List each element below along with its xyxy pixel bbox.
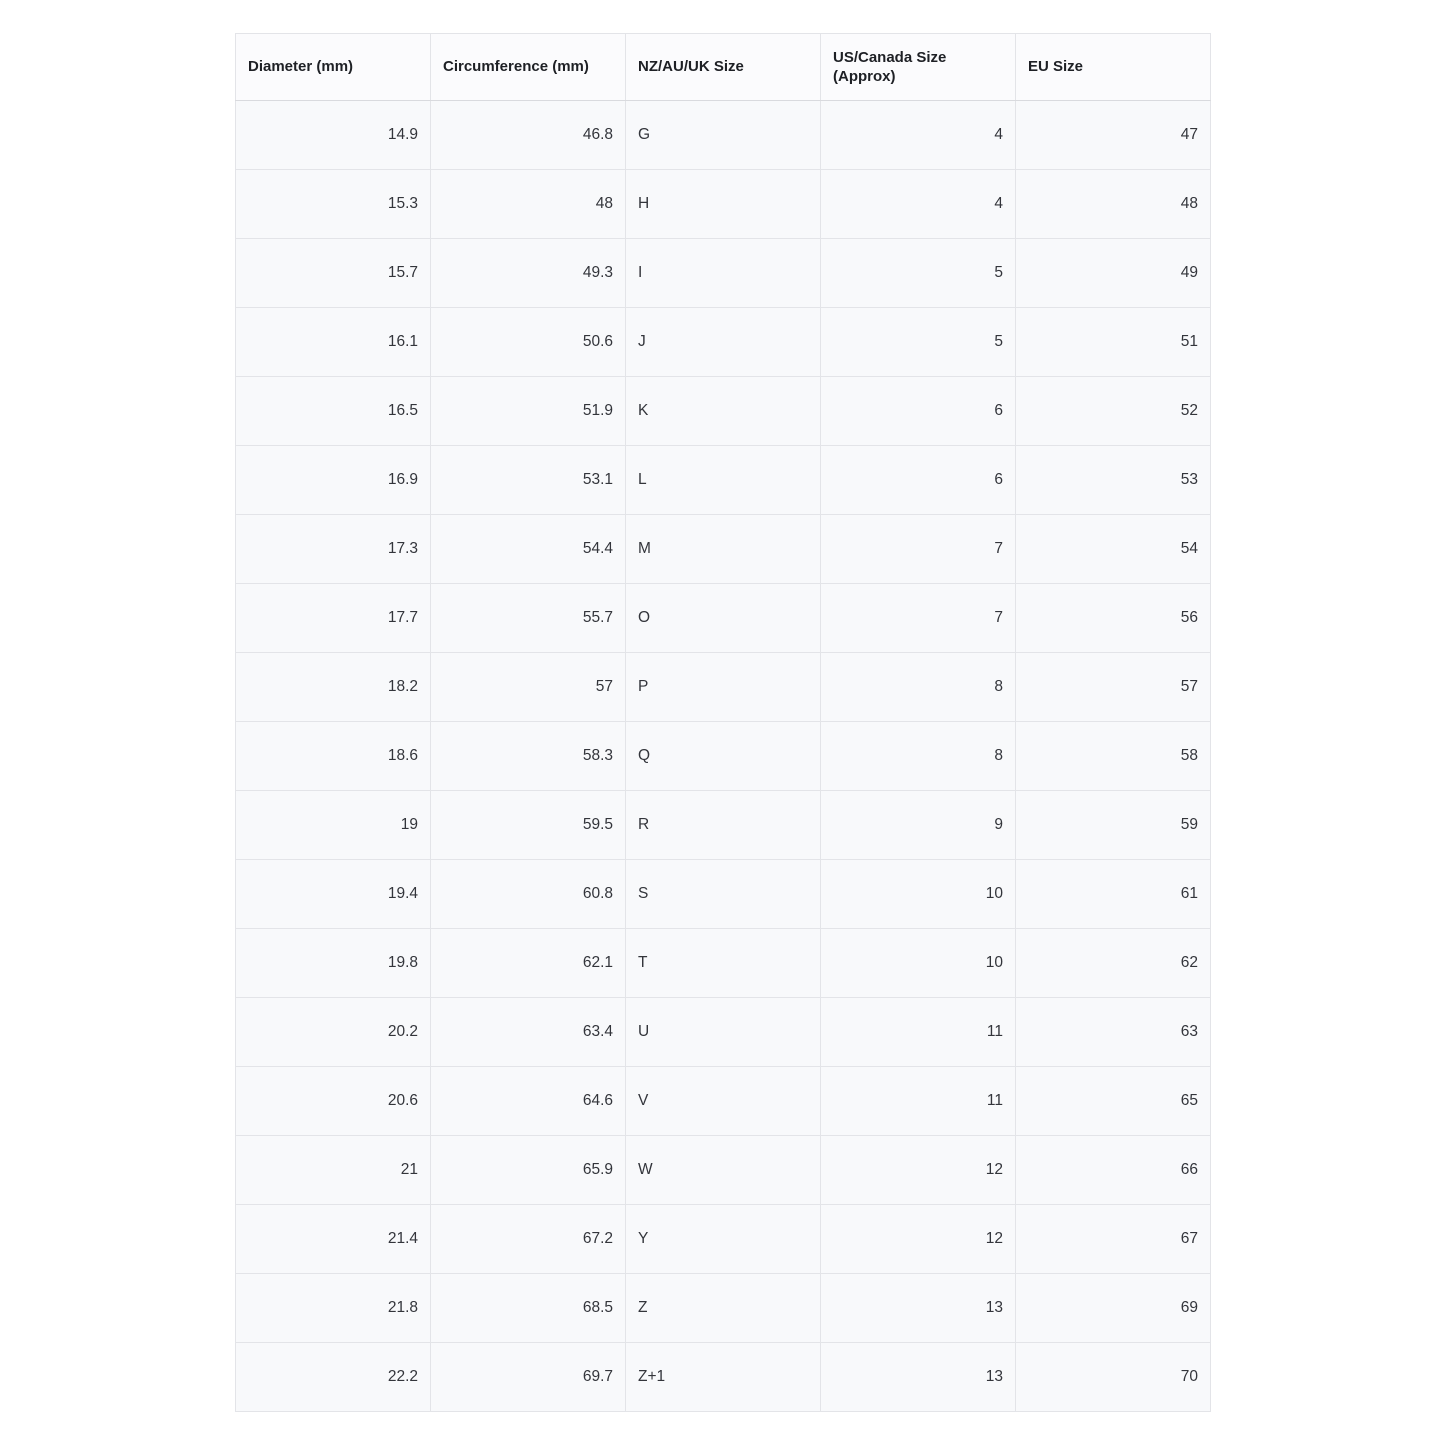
table-cell: 15.7: [236, 239, 431, 308]
table-cell: 54.4: [431, 515, 626, 584]
table-cell: R: [626, 791, 821, 860]
table-cell: 18.6: [236, 722, 431, 791]
header-cell: NZ/AU/UK Size: [626, 34, 821, 101]
table-cell: 57: [1016, 653, 1211, 722]
table-cell: 69.7: [431, 1343, 626, 1412]
table-row: [236, 998, 1211, 1067]
table-cell: 63: [1016, 998, 1211, 1067]
table-row: [236, 722, 1211, 791]
table-cell: M: [626, 515, 821, 584]
table-cell: 68.5: [431, 1274, 626, 1343]
table-cell: 48: [1016, 170, 1211, 239]
table-cell: Z: [626, 1274, 821, 1343]
table-cell: 21.8: [236, 1274, 431, 1343]
table-cell: H: [626, 170, 821, 239]
table-cell: Y: [626, 1205, 821, 1274]
table-cell: 12: [821, 1136, 1016, 1205]
table-row: [236, 377, 1211, 446]
table-cell: 5: [821, 308, 1016, 377]
table-body: [236, 101, 1211, 1412]
table-cell: 50.6: [431, 308, 626, 377]
table-cell: K: [626, 377, 821, 446]
header-cell: Diameter (mm): [236, 34, 431, 101]
table-row: [236, 101, 1211, 170]
table-row: [236, 308, 1211, 377]
table-cell: 67.2: [431, 1205, 626, 1274]
table-cell: Z+1: [626, 1343, 821, 1412]
table-cell: 51.9: [431, 377, 626, 446]
table-row: [236, 584, 1211, 653]
table-cell: 46.8: [431, 101, 626, 170]
table-cell: 17.3: [236, 515, 431, 584]
table-cell: 16.9: [236, 446, 431, 515]
table-cell: 12: [821, 1205, 1016, 1274]
table-cell: 49.3: [431, 239, 626, 308]
table-cell: 63.4: [431, 998, 626, 1067]
table-cell: 7: [821, 584, 1016, 653]
table-cell: 60.8: [431, 860, 626, 929]
table-row: [236, 1274, 1211, 1343]
table-cell: 66: [1016, 1136, 1211, 1205]
table-cell: T: [626, 929, 821, 998]
header-cell: Circumference (mm): [431, 34, 626, 101]
table-header-row: [236, 34, 1211, 101]
table-cell: 51: [1016, 308, 1211, 377]
table-cell: 58.3: [431, 722, 626, 791]
table-cell: 67: [1016, 1205, 1211, 1274]
table-cell: 11: [821, 1067, 1016, 1136]
header-cell: US/Canada Size (Approx): [821, 34, 1016, 101]
table-cell: 6: [821, 446, 1016, 515]
table-row: [236, 1343, 1211, 1412]
table-cell: 70: [1016, 1343, 1211, 1412]
table-cell: 5: [821, 239, 1016, 308]
table-cell: 19.4: [236, 860, 431, 929]
table-cell: 19: [236, 791, 431, 860]
table-cell: 13: [821, 1274, 1016, 1343]
table-cell: 59.5: [431, 791, 626, 860]
table-cell: 20.6: [236, 1067, 431, 1136]
table-row: [236, 515, 1211, 584]
table-cell: 7: [821, 515, 1016, 584]
table-cell: 62.1: [431, 929, 626, 998]
table-cell: G: [626, 101, 821, 170]
table-cell: 58: [1016, 722, 1211, 791]
table-cell: 16.5: [236, 377, 431, 446]
table-cell: 47: [1016, 101, 1211, 170]
table-cell: 69: [1016, 1274, 1211, 1343]
table-cell: 16.1: [236, 308, 431, 377]
table-cell: 48: [431, 170, 626, 239]
table-cell: 17.7: [236, 584, 431, 653]
table-cell: S: [626, 860, 821, 929]
table-cell: 53.1: [431, 446, 626, 515]
table-cell: 13: [821, 1343, 1016, 1412]
table-row: [236, 1205, 1211, 1274]
table-row: [236, 929, 1211, 998]
table-cell: 53: [1016, 446, 1211, 515]
table-cell: 57: [431, 653, 626, 722]
table-cell: 19.8: [236, 929, 431, 998]
table-row: [236, 653, 1211, 722]
table-cell: 8: [821, 653, 1016, 722]
table-cell: 62: [1016, 929, 1211, 998]
table-cell: 8: [821, 722, 1016, 791]
table-cell: Q: [626, 722, 821, 791]
table-cell: 59: [1016, 791, 1211, 860]
table-row: [236, 170, 1211, 239]
table-row: [236, 446, 1211, 515]
table-cell: 14.9: [236, 101, 431, 170]
table-cell: 15.3: [236, 170, 431, 239]
table-cell: 6: [821, 377, 1016, 446]
table-cell: 18.2: [236, 653, 431, 722]
table-cell: 61: [1016, 860, 1211, 929]
table-cell: 9: [821, 791, 1016, 860]
table-cell: 52: [1016, 377, 1211, 446]
table-cell: 65.9: [431, 1136, 626, 1205]
table-cell: W: [626, 1136, 821, 1205]
table-cell: 65: [1016, 1067, 1211, 1136]
table-cell: 20.2: [236, 998, 431, 1067]
table-row: [236, 1067, 1211, 1136]
table-cell: 64.6: [431, 1067, 626, 1136]
table-cell: 21.4: [236, 1205, 431, 1274]
table-cell: 49: [1016, 239, 1211, 308]
table-cell: 55.7: [431, 584, 626, 653]
table-cell: P: [626, 653, 821, 722]
table-cell: 22.2: [236, 1343, 431, 1412]
ring-size-conversion-table: [235, 33, 1211, 1412]
table-row: [236, 239, 1211, 308]
table-cell: V: [626, 1067, 821, 1136]
table-cell: O: [626, 584, 821, 653]
table-row: [236, 860, 1211, 929]
table-cell: 11: [821, 998, 1016, 1067]
table-cell: 10: [821, 860, 1016, 929]
table-cell: 54: [1016, 515, 1211, 584]
table-cell: I: [626, 239, 821, 308]
table-cell: 4: [821, 170, 1016, 239]
table-cell: L: [626, 446, 821, 515]
table-cell: 56: [1016, 584, 1211, 653]
table-row: [236, 1136, 1211, 1205]
header-cell: EU Size: [1016, 34, 1211, 101]
ring-size-table-container: [235, 33, 1210, 1412]
table-head: [236, 34, 1211, 101]
table-cell: 21: [236, 1136, 431, 1205]
table-cell: U: [626, 998, 821, 1067]
table-cell: 4: [821, 101, 1016, 170]
table-cell: 10: [821, 929, 1016, 998]
table-cell: J: [626, 308, 821, 377]
table-row: [236, 791, 1211, 860]
